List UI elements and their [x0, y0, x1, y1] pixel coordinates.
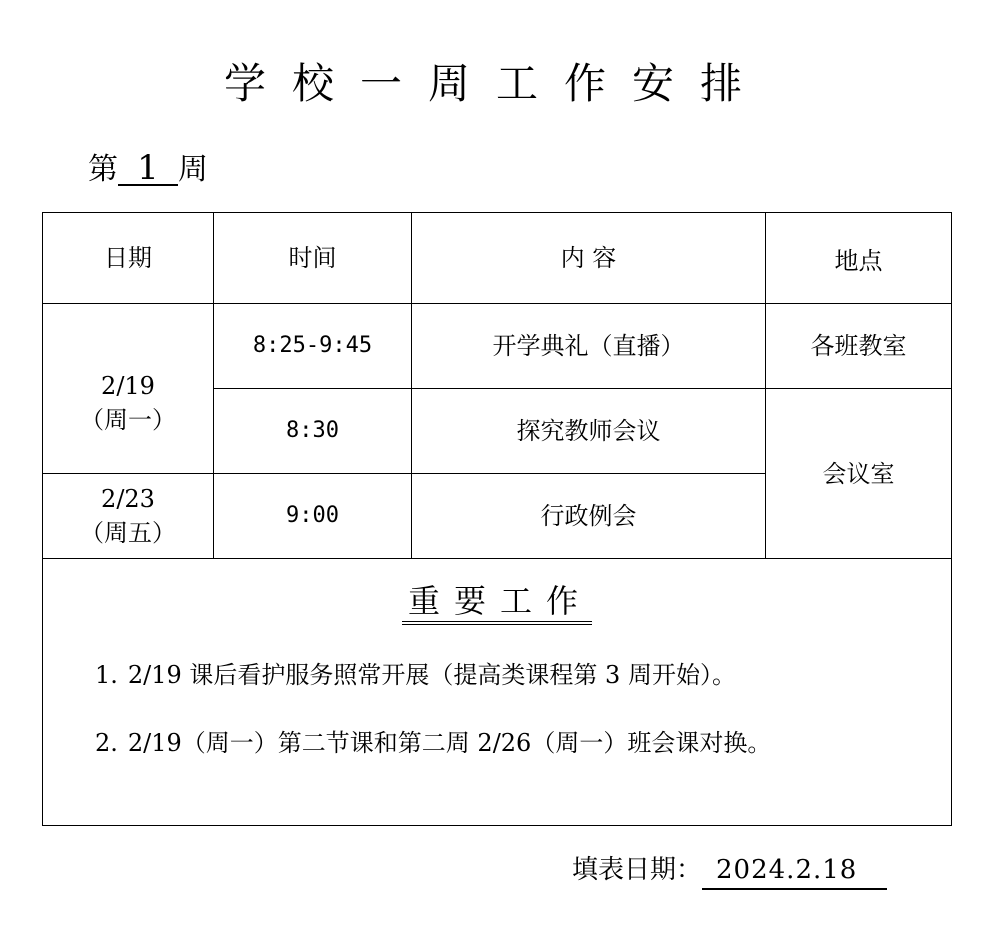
- header-content: 内 容: [412, 213, 766, 304]
- page-title: 学校一周工作安排: [223, 59, 768, 108]
- place-cell: 会议室: [766, 389, 952, 559]
- date-value: 2/23: [101, 485, 155, 513]
- date-cell: [43, 304, 214, 474]
- header-time: 时间: [214, 213, 412, 304]
- important-list: [95, 659, 951, 759]
- table-header-row: [43, 213, 952, 304]
- important-section: [43, 559, 952, 826]
- content-cell: 开学典礼（直播）: [412, 304, 766, 389]
- schedule-table: [42, 212, 952, 826]
- header-place: 地点: [766, 213, 952, 304]
- header-date: 日期: [43, 213, 214, 304]
- content-cell: 探究教师会议: [412, 389, 766, 474]
- item-text: 2/19（周一）第二节课和第二周 2/26（周一）班会课对换。: [127, 729, 772, 757]
- time-cell: 8:30: [214, 389, 412, 474]
- week-indicator: [88, 150, 208, 190]
- fill-date: [572, 852, 887, 890]
- list-item: [95, 727, 951, 759]
- item-text: 2/19 课后看护服务照常开展（提高类课程第 3 周开始）。: [127, 661, 736, 689]
- important-title-text: 重要工作: [402, 581, 592, 625]
- week-prefix: 第: [88, 152, 118, 187]
- weekday-value: （周五）: [80, 519, 176, 547]
- content-cell: 行政例会: [412, 474, 766, 559]
- week-suffix: 周: [178, 152, 208, 187]
- date-value: 2/19: [101, 371, 155, 400]
- weekday-value: （周一）: [80, 405, 176, 434]
- item-index: 2.: [95, 729, 118, 757]
- table-row: [43, 304, 952, 389]
- important-row: [43, 559, 952, 826]
- time-cell: 8:25-9:45: [214, 304, 412, 389]
- place-cell: 各班教室: [766, 304, 952, 389]
- list-item: [95, 659, 951, 691]
- date-cell: [43, 474, 214, 559]
- important-title: [43, 581, 951, 625]
- time-cell: 9:00: [214, 474, 412, 559]
- item-index: 1.: [95, 661, 118, 689]
- week-number: 1: [118, 152, 178, 186]
- fill-date-label: 填表日期：: [572, 855, 703, 885]
- fill-date-value: 2024.2.18: [702, 852, 887, 890]
